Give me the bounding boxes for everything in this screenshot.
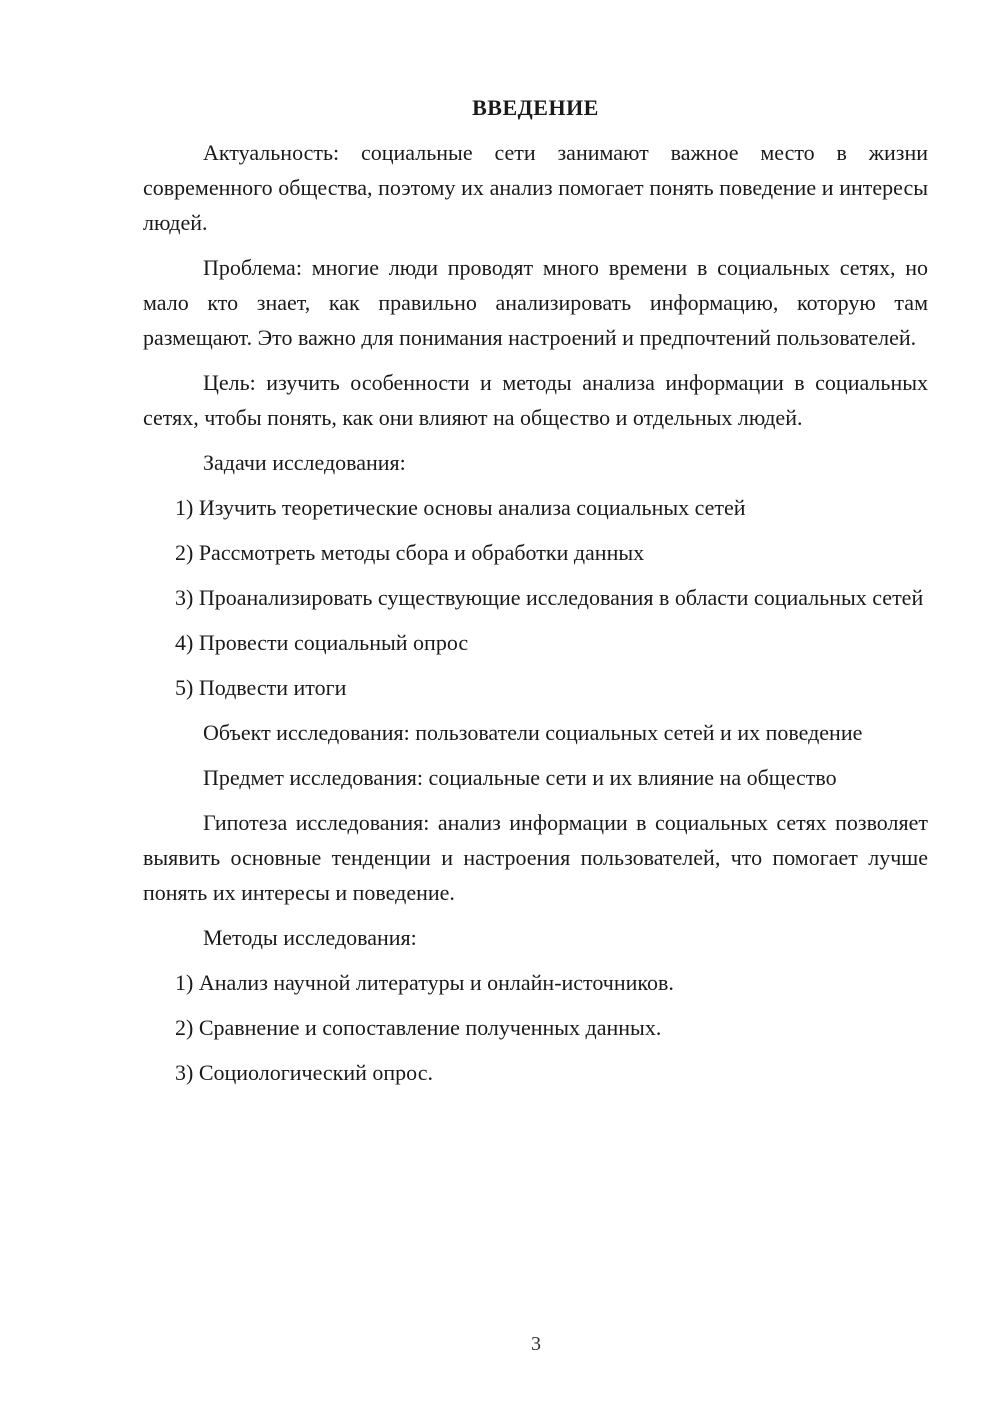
method-item-2: 2) Сравнение и сопоставление полученных данных. <box>175 1015 662 1040</box>
task-item-3: 3) Проанализировать существующие исследования в области социальных сетей <box>175 585 924 610</box>
relevance-paragraph: Актуальность: социальные сети занимают важное место в жизни современного общества, поэтому их анализ помогает понять поведение и интересы людей. <box>143 140 928 235</box>
methods-heading: Методы исследования: <box>203 925 417 950</box>
task-item-1: 1) Изучить теоретические основы анализа социальных сетей <box>175 495 746 520</box>
tasks-heading: Задачи исследования: <box>203 450 406 475</box>
hypothesis-paragraph: Гипотеза исследования: анализ информации в социальных сетях позволяет выявить основные тенденции и настроения пользователей, что помогает лучше понять их интересы и поведение. <box>143 810 928 905</box>
problem-paragraph: Проблема: многие люди проводят много времени в социальных сетях, но мало кто знает, как правильно анализировать информацию, которую там размещают. Это важно для понимания настроений и предпочтений пользователей. <box>143 255 928 350</box>
method-item-3: 3) Социологический опрос. <box>175 1060 433 1085</box>
page-number: 3 <box>531 1333 541 1355</box>
page-title: ВВЕДЕНИЕ <box>472 95 599 120</box>
document-page <box>143 90 928 1100</box>
subject-paragraph: Предмет исследования: социальные сети и их влияние на общество <box>203 765 837 790</box>
task-item-5: 5) Подвести итоги <box>175 675 347 700</box>
object-paragraph: Объект исследования: пользователи социальных сетей и их поведение <box>203 720 863 745</box>
goal-paragraph: Цель: изучить особенности и методы анализа информации в социальных сетях, чтобы понять, как они влияют на общество и отдельных людей. <box>143 370 928 430</box>
method-item-1: 1) Анализ научной литературы и онлайн-источников. <box>175 970 674 995</box>
task-item-4: 4) Провести социальный опрос <box>175 630 469 655</box>
task-item-2: 2) Рассмотреть методы сбора и обработки данных <box>175 540 645 565</box>
